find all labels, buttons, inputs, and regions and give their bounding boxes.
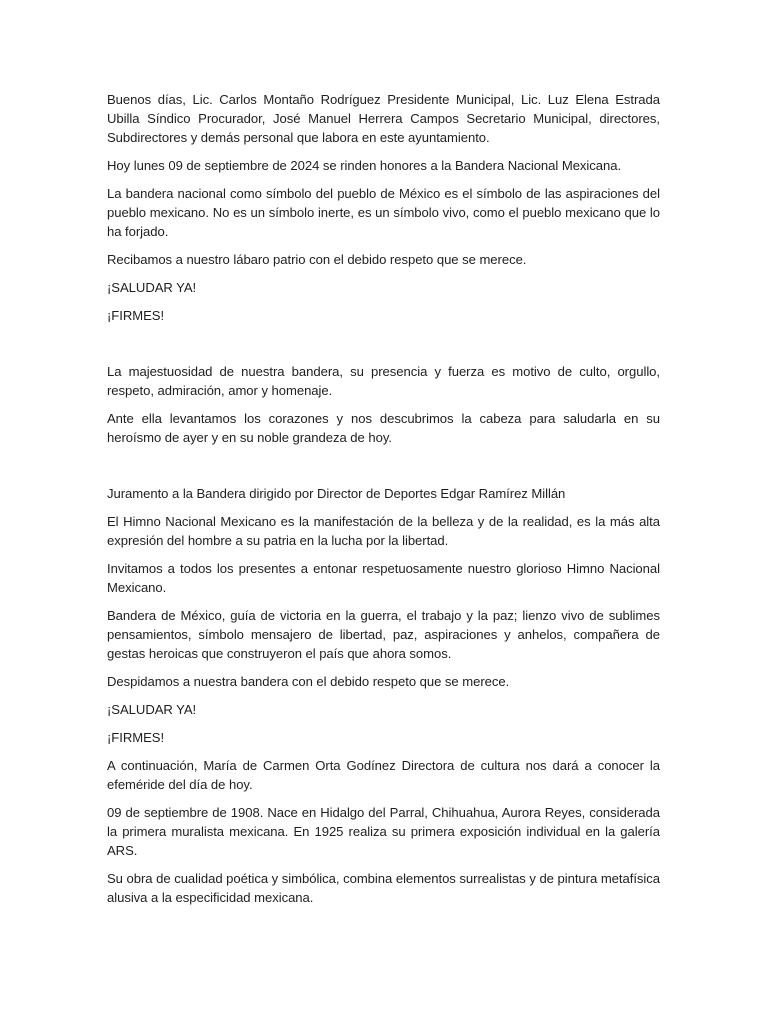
paragraph-receive-flag: Recibamos a nuestro lábaro patrio con el debido respeto que se merece. xyxy=(107,252,527,267)
command-firmes: ¡FIRMES! xyxy=(107,730,165,745)
paragraph-farewell: Despidamos a nuestra bandera con el debido respeto que se merece. xyxy=(107,674,510,689)
paragraph-date: Hoy lunes 09 de septiembre de 2024 se rinden honores a la Bandera Nacional Mexicana. xyxy=(107,158,622,173)
paragraph-majesty: La majestuosidad de nuestra bandera, su presencia y fuerza es motivo de culto, orgullo, respeto, admiración, amor y homenaje. xyxy=(107,364,660,398)
paragraph-hearts: Ante ella levantamos los corazones y nos descubrimos la cabeza para saludarla en su heroísmo de ayer y en su noble grandeza de hoy. xyxy=(107,411,660,445)
document-body xyxy=(107,90,660,916)
command-saludar: ¡SALUDAR YA! xyxy=(107,702,197,717)
paragraph-oath: Juramento a la Bandera dirigido por Director de Deportes Edgar Ramírez Millán xyxy=(107,486,566,501)
spacer xyxy=(107,334,660,362)
paragraph-flag-guide: Bandera de México, guía de victoria en la guerra, el trabajo y la paz; lienzo vivo de sublimes pensamientos, símbolo mensajero de libertad, paz, aspiraciones y anhelos, compañera de gestas heroicas que construyeron el país que ahora somos. xyxy=(107,608,660,661)
spacer xyxy=(107,456,660,484)
paragraph-invite-anthem: Invitamos a todos los presentes a entonar respetuosamente nuestro glorioso Himno Nacional Mexicano. xyxy=(107,561,660,595)
command-saludar: ¡SALUDAR YA! xyxy=(107,280,197,295)
paragraph-work: Su obra de cualidad poética y simbólica, combina elementos surrealistas y de pintura metafísica alusiva a la especificidad mexicana. xyxy=(107,871,660,905)
paragraph-ephemeris-intro: A continuación, María de Carmen Orta Godínez Directora de cultura nos dará a conocer la efeméride del día de hoy. xyxy=(107,758,660,792)
paragraph-ephemeris: 09 de septiembre de 1908. Nace en Hidalgo del Parral, Chihuahua, Aurora Reyes, considerada la primera muralista mexicana. En 1925 realiza su primera exposición individual en la galería ARS. xyxy=(107,805,660,858)
paragraph-flag-symbol: La bandera nacional como símbolo del pueblo de México es el símbolo de las aspiraciones del pueblo mexicano. No es un símbolo inerte, es un símbolo vivo, como el pueblo mexicano que lo ha forjado. xyxy=(107,186,660,239)
paragraph-greeting: Buenos días, Lic. Carlos Montaño Rodríguez Presidente Municipal, Lic. Luz Elena Estrada Ubilla Síndico Procurador, José Manuel Herrera Campos Secretario Municipal, directores, Subdirectores y demás personal que labora en este ayuntamiento. xyxy=(107,92,660,145)
paragraph-anthem: El Himno Nacional Mexicano es la manifestación de la belleza y de la realidad, es la más alta expresión del hombre a su patria en la lucha por la libertad. xyxy=(107,514,660,548)
command-firmes: ¡FIRMES! xyxy=(107,308,165,323)
